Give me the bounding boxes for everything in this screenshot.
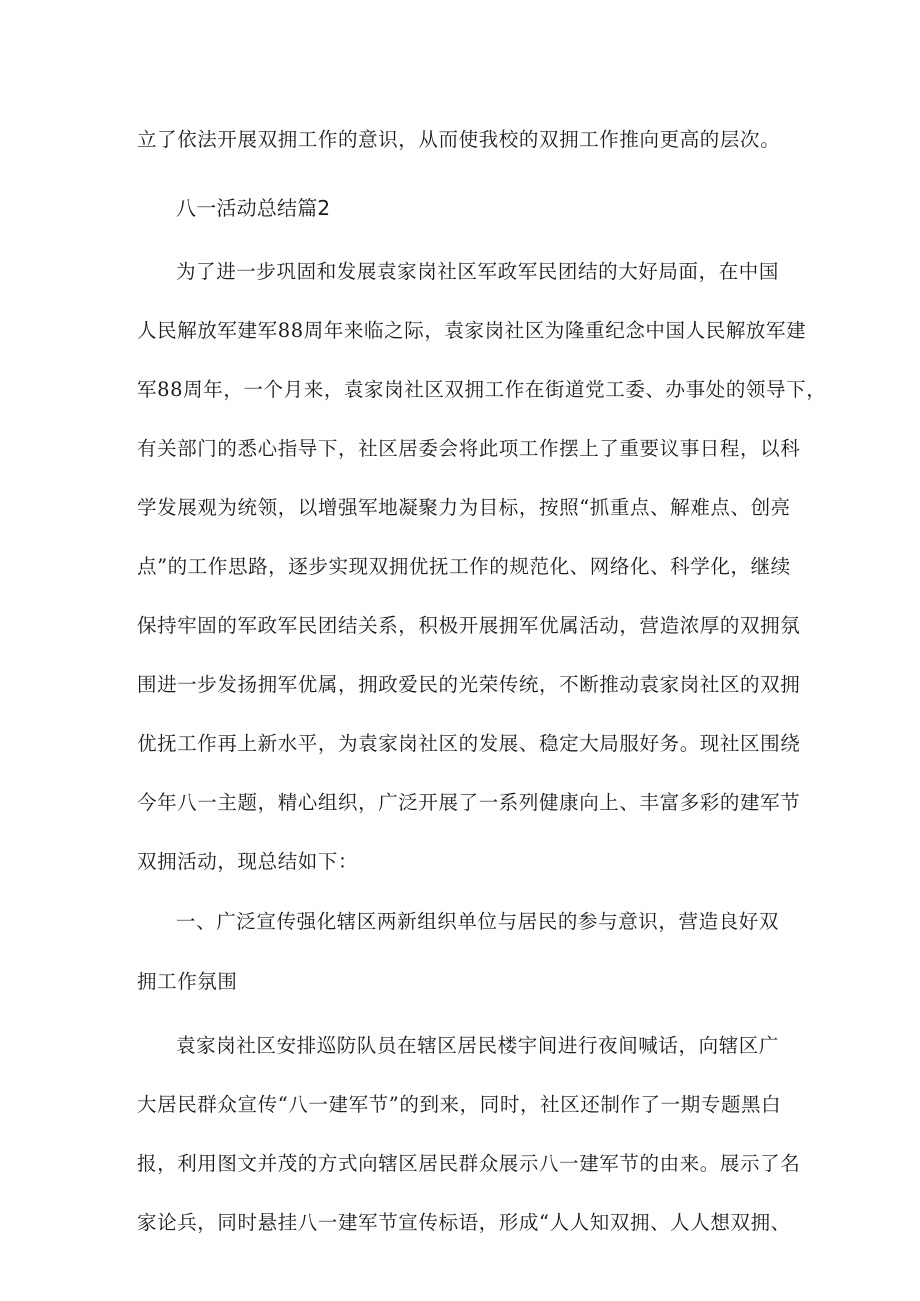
paragraph-line: 拥工作氛围 (137, 970, 238, 993)
paragraph-line: 一、广泛宣传强化辖区两新组织单位与居民的参与意识，营造良好双 (176, 910, 780, 933)
paragraph-line: 点”的工作思路，逐步实现双拥优抚工作的规范化、网络化、科学化，继续 (137, 555, 791, 578)
paragraph-line: 报，利用图文并茂的方式向辖区居民群众展示八一建军节的由来。展示了名 (137, 1152, 801, 1175)
paragraph-line: 大居民群众宣传“八一建军节”的到来，同时，社区还制作了一期专题黑白 (137, 1093, 782, 1116)
paragraph-line: 保持牢固的军政军民团结关系，积极开展拥军优属活动，营造浓厚的双拥氛 (137, 614, 801, 637)
paragraph-line: 人民解放军建军88周年来临之际，袁家岗社区为隆重纪念中国人民解放军建 (137, 319, 807, 342)
paragraph-line: 有关部门的悉心指导下，社区居委会将此项工作摆上了重要议事日程，以科 (137, 437, 801, 460)
paragraph-line: 今年八一主题，精心组织，广泛开展了一系列健康向上、丰富多彩的建军节 (137, 791, 801, 814)
paragraph-line: 双拥活动，现总结如下： (137, 850, 359, 873)
paragraph-line: 家论兵，同时悬挂八一建军节宣传标语，形成“人人知双拥、人人想双拥、 (137, 1211, 791, 1234)
paragraph-line: 袁家岗社区安排巡防队员在辖区居民楼宇间进行夜间喊话，向辖区广 (176, 1034, 780, 1057)
paragraph-line: 学发展观为统领，以增强军地凝聚力为目标，按照“抓重点、解难点、创亮 (137, 496, 791, 519)
paragraph-line: 为了进一步巩固和发展袁家岗社区军政军民团结的大好局面，在中国 (176, 260, 780, 283)
section-heading: 八一活动总结篇2 (176, 196, 331, 220)
paragraph-line: 立了依法开展双拥工作的意识，从而使我校的双拥工作推向更高的层次。 (137, 128, 781, 151)
paragraph-line: 优抚工作再上新水平，为袁家岗社区的发展、稳定大局服好务。现社区围绕 (137, 732, 801, 755)
paragraph-line: 围进一步发扬拥军优属，拥政爱民的光荣传统，不断推动袁家岗社区的双拥 (137, 673, 801, 696)
paragraph-line: 军88周年，一个月来，袁家岗社区双拥工作在街道党工委、办事处的领导下， (137, 378, 827, 401)
